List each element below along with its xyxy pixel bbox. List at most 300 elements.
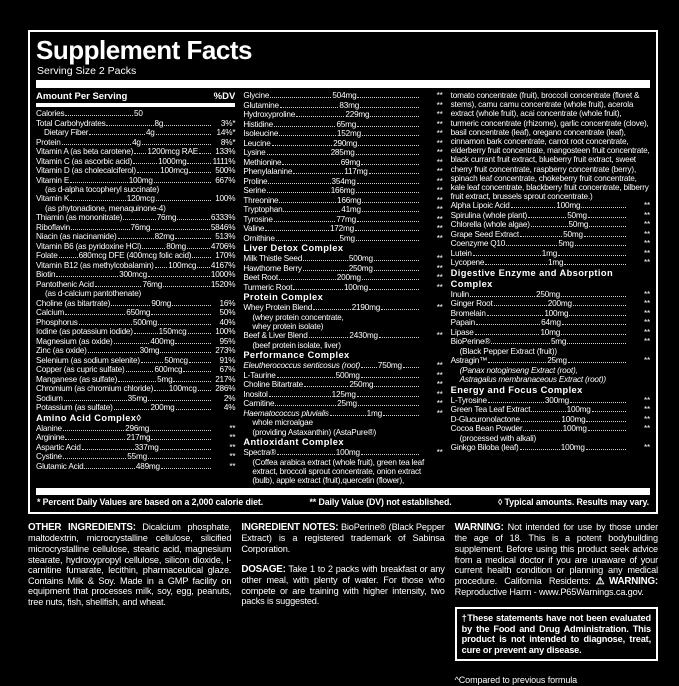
dot-leader — [573, 305, 626, 306]
nutrient-name: Grape Seed Extract — [450, 229, 519, 239]
nutrient-amount: 150mcg — [158, 327, 187, 337]
nutrient-row — [36, 280, 235, 290]
nutrient-amount: 152mg — [336, 129, 361, 138]
ingredient-continuation-paragraph: tomato concentrate (fruit), broccoli concentrate (floret & stems), camu camu concentrate (whole fruit), acerola extract (whole fruit), acai concentrate (whole fruit), turmeric concentrate (rhizome), garlic concentrate (clove), basil concentrate (leaf), oregano concentrate (leaf), cinnamon bark concentrate, carrot root concentrate, elderberry fruit concentrate, mangosteen fruit concentrate, black currant fruit extract, blueberry fruit extract, sweet cherry fruit concentrate, raspberry concentrate (berry), spinach leaf concentrate, chokeberry fruit concentrate, kale leaf concentrate, blackberry fruit concentrate, bilberry fruit extract, brussels sprout concentrate.) — [450, 91, 650, 202]
nutrient-name: Spectra® — [243, 448, 276, 458]
nutrient-name: Glutamine — [243, 100, 279, 110]
dot-leader — [369, 289, 419, 290]
dot-leader — [187, 163, 211, 164]
dot-leader — [187, 248, 210, 249]
nutrient-dv: ** — [229, 423, 236, 433]
dot-leader — [79, 324, 132, 325]
dot-leader — [309, 337, 349, 338]
nutrient-amount: 55mg — [127, 452, 147, 462]
dot-leader — [64, 400, 127, 401]
nutrient-row — [243, 361, 442, 371]
nutrient-row — [243, 448, 442, 458]
nutrient-name: Glycine — [243, 91, 270, 100]
nutrient-dv: 217% — [215, 374, 236, 384]
dot-leader — [531, 411, 565, 412]
nutrient-dv: 14%* — [216, 128, 236, 137]
nutrient-dv: ** — [644, 289, 650, 299]
nutrient-name: Beef & Liver Blend — [243, 331, 308, 341]
nutrient-name: Hydroxyproline — [243, 110, 296, 119]
nutrient-dv: ** — [436, 110, 443, 119]
nutrient-amount: 1mg — [547, 258, 564, 268]
dot-leader — [528, 217, 566, 218]
dot-leader — [520, 449, 560, 450]
nutrient-row — [243, 205, 442, 215]
nutrient-dv: ** — [436, 195, 443, 205]
dot-leader — [569, 315, 626, 316]
nutrient-dv: 91% — [219, 355, 236, 365]
dot-leader — [485, 264, 547, 265]
nutrient-row — [36, 346, 235, 356]
nutrient-dv: ** — [436, 167, 443, 176]
nutrient-name: Spirulina (whole plant) — [450, 210, 528, 220]
nutrient-row — [451, 356, 650, 366]
dot-leader — [82, 449, 134, 450]
dot-leader — [361, 164, 418, 165]
nutrient-name: Niacin (as niacinamide) — [36, 232, 117, 242]
nutrient-amount: 69mg — [340, 157, 361, 167]
nutrient-dv: ** — [436, 389, 443, 399]
supplement-facts-panel — [28, 30, 658, 514]
dot-leader — [561, 296, 626, 297]
other-ingredients-section — [28, 522, 231, 686]
nutrient-dv: 5846% — [210, 222, 236, 232]
nutrient-dv: ** — [644, 220, 650, 230]
nutrient-amount: 200mg — [150, 403, 175, 413]
nutrient-row — [451, 230, 650, 240]
dot-leader — [356, 154, 419, 155]
nutrient-amount: 100mg — [561, 414, 586, 424]
nutrient-name: Arginine — [36, 433, 65, 443]
nutrient-name: L-Taurine — [243, 370, 276, 380]
nutrient-row — [36, 128, 235, 138]
nutrient-name: Histidine — [243, 119, 273, 129]
dot-leader — [270, 97, 331, 98]
dot-leader — [150, 430, 211, 431]
nutrient-dv: ** — [436, 448, 443, 458]
dot-leader — [151, 229, 210, 230]
nutrient-row — [451, 211, 650, 221]
nutrient-row — [243, 380, 442, 390]
nutrient-row — [243, 283, 442, 293]
nutrient-name: Protein — [36, 137, 61, 147]
dot-leader — [473, 255, 541, 256]
nutrient-dv: ** — [436, 361, 443, 371]
nutrient-dv: ** — [436, 214, 443, 224]
dot-leader — [265, 230, 329, 231]
footnote-dv: ** Daily Value (DV) not established. — [309, 496, 452, 507]
dot-leader — [156, 134, 212, 135]
nutrient-amount: 25mg — [337, 399, 357, 409]
nutrient-name: Eleutherococcus senticosus (root) — [243, 361, 361, 371]
dot-leader — [506, 245, 557, 246]
nutrient-dv: ** — [436, 254, 443, 263]
nutrient-dv: 4706% — [210, 241, 236, 251]
nutrient-row — [451, 443, 650, 453]
dosage-text: Take 1 to 2 packs with breakfast or any other meal, with plenty of water. For those who compete or are training with higher intensity, two packs is suggested. — [241, 563, 445, 607]
dot-leader — [118, 381, 156, 382]
nutrient-name: Ginger Root — [450, 299, 493, 309]
nutrient-row — [243, 196, 442, 206]
nutrient-row — [36, 109, 235, 119]
dot-leader — [154, 390, 168, 391]
nutrient-name: Magnesium (as oxide) — [36, 336, 113, 346]
section-header: Performance Complex — [243, 350, 350, 361]
nutrient-name: Vitamin K — [36, 194, 70, 204]
nutrient-amount: 50mg — [568, 220, 589, 230]
dot-leader — [276, 240, 339, 241]
nutrient-dv: ** — [644, 258, 650, 268]
dot-leader — [199, 153, 211, 154]
continuation-note: (beef protein isolate, liver) — [252, 340, 341, 350]
nutrient-row — [451, 290, 650, 300]
nutrient-row — [36, 119, 235, 129]
nutrient-row — [36, 270, 235, 280]
nutrient-dv: ** — [644, 337, 650, 347]
section-header: Amino Acid Complex◊ — [36, 412, 142, 423]
dot-leader — [71, 229, 130, 230]
nutrient-row — [243, 254, 442, 264]
dot-leader — [279, 202, 336, 203]
other-ingredients-text: Dicalcium phosphate, maltodextrin, microcrystalline cellulose, silicified microcrystalline cellulose, stearic acid, magnesium stearate, hydroxypropyl cellulose, silicon dioxide, l-carnitine fumarate, lecithin, pharmaceutical glaze. Contains Milk & Soy. Made in a GMP facility on equipment that processes milk, soy, egg, peanuts, tree nuts, fish, shellfish, and wheat. — [28, 521, 232, 607]
nutrient-row — [36, 147, 235, 157]
nutrient-dv: ** — [436, 263, 443, 273]
dot-leader — [356, 240, 419, 241]
nutrient-dv: ** — [644, 239, 650, 249]
nutrient-row — [243, 148, 442, 158]
nutrient-dv: ** — [436, 380, 443, 390]
nutrient-list-right — [451, 91, 650, 453]
nutrient-dv: ** — [436, 224, 443, 233]
dot-leader — [274, 126, 336, 127]
nutrient-dv: 95% — [219, 336, 236, 346]
nutrient-name: Bromelain — [450, 308, 486, 318]
nutrient-dv: 1000% — [210, 270, 236, 280]
nutrient-amount: 250mg — [535, 289, 561, 299]
nutrient-name: Haematococcus pluvialis — [243, 408, 329, 418]
dot-leader — [267, 192, 330, 193]
nutrient-amount: 50 — [134, 109, 143, 118]
nutrient-row — [36, 232, 235, 242]
dot-leader — [293, 173, 343, 174]
dot-leader — [586, 449, 626, 450]
continuation-note: Astragalus membranaceous Extract (root)) — [459, 375, 606, 385]
ingredient-notes-paragraph — [241, 522, 444, 555]
nutrient-list-middle — [243, 91, 442, 486]
nutrient-amount: 400mg — [150, 336, 175, 346]
nutrient-amount: 10mg — [540, 327, 561, 337]
nutrient-row — [243, 390, 442, 400]
nutrient-row — [243, 186, 442, 196]
dot-leader — [114, 343, 150, 344]
nutrient-name: Coenzyme Q10 — [450, 239, 506, 249]
dot-leader — [88, 352, 139, 353]
nutrient-dv: 67% — [219, 365, 236, 375]
warning-section — [455, 522, 658, 686]
nutrient-name: Sodium — [36, 393, 63, 403]
continuation-note: (processed with alkali) — [459, 433, 537, 443]
dot-leader — [511, 207, 556, 208]
nutrient-dv: ** — [436, 282, 443, 292]
nutrient-name: Beet Root — [243, 273, 278, 282]
amount-per-serving-header — [36, 91, 235, 102]
nutrient-name: Green Tea Leaf Extract — [450, 405, 531, 415]
nutrient-name: Glutamic Acid — [36, 461, 84, 471]
nutrient-name: Lycopene — [450, 258, 485, 268]
dot-leader — [561, 334, 626, 335]
dot-leader — [564, 264, 626, 265]
nutrient-row — [36, 299, 235, 309]
nutrient-amount: 5mg — [157, 374, 173, 384]
nutrient-amount: 200mg — [336, 273, 361, 282]
nutrient-row — [451, 220, 650, 230]
nutrient-name: Calories — [36, 109, 65, 118]
nutrient-amount: 100mg — [128, 175, 153, 185]
dot-leader — [293, 289, 343, 290]
dot-leader — [142, 144, 212, 145]
dot-leader — [160, 449, 212, 450]
ingredient-notes-label: INGREDIENT NOTES: — [241, 521, 339, 533]
nutrient-row — [243, 371, 442, 381]
nutrient-amount: 100mg — [560, 443, 585, 453]
section-header: Energy and Focus Complex — [450, 384, 583, 395]
nutrient-amount: 250mg — [348, 263, 373, 273]
dot-leader — [272, 145, 333, 146]
dot-leader — [357, 183, 419, 184]
nutrient-dv: 170% — [215, 251, 236, 261]
footnote-separator-bar — [36, 488, 650, 495]
nutrient-row — [451, 201, 650, 211]
nutrient-dv: ** — [644, 299, 650, 309]
dot-leader — [141, 362, 163, 363]
section-header: Protein Complex — [243, 292, 324, 302]
nutrient-name: Isoleucine — [243, 129, 279, 138]
nutrient-amount: 5mg — [339, 233, 355, 243]
panel-title: Supplement Facts — [36, 35, 252, 65]
nutrient-amount: 500mg — [335, 370, 360, 380]
nutrient-amount: 76mg — [156, 213, 177, 223]
bottom-sections — [28, 522, 658, 686]
nutrient-row — [451, 424, 650, 434]
other-ingredients-label: OTHER INGREDIENTS: — [28, 521, 136, 533]
nutrient-name: Alpha Lipoic Acid — [450, 201, 510, 211]
dot-leader — [383, 415, 419, 416]
continuation-note: (Panax notoginseng Extract (root), — [459, 365, 578, 375]
dot-leader — [158, 324, 211, 325]
dot-leader — [357, 126, 419, 127]
nutrient-amount: 172mg — [329, 224, 354, 233]
nutrient-name: Vitamin E — [36, 175, 70, 185]
dot-leader — [558, 255, 626, 256]
dot-leader — [111, 305, 150, 306]
nutrient-amount: 76mg — [142, 279, 163, 289]
notes-dosage-section — [241, 522, 444, 686]
nutrient-amount: 750mg — [377, 361, 402, 371]
nutrient-name: Serine — [243, 186, 266, 195]
nutrient-amount: 90mg — [151, 298, 172, 308]
nutrient-amount: 300mcg — [119, 270, 148, 280]
continuation-note: (whey protein concentrate, — [252, 312, 344, 322]
nutrient-amount: 166mg — [330, 186, 355, 195]
nutrient-dv: 513% — [215, 232, 236, 242]
nutrient-row — [36, 194, 235, 204]
dot-leader — [118, 238, 154, 239]
dot-leader — [142, 248, 165, 249]
dot-leader — [361, 454, 419, 455]
dot-leader — [106, 125, 153, 126]
nutrient-name: Vitamin C (as ascorbic acid) — [36, 156, 133, 166]
section-header: Antioxidant Complex — [243, 437, 344, 448]
nutrient-row — [243, 177, 442, 187]
dot-leader — [176, 409, 212, 410]
nutrient-name: Thiamin (as mononitrate) — [36, 213, 123, 223]
nutrient-name: Valine — [243, 224, 265, 233]
warning-label: WARNING: — [454, 521, 504, 533]
nutrient-dv: ** — [436, 176, 443, 186]
nutrient-dv: ** — [229, 442, 236, 452]
nutrient-amount: 8g — [154, 118, 164, 128]
nutrient-list-left — [36, 109, 235, 471]
nutrient-amount: 41mg — [341, 205, 361, 214]
nutrient-row — [451, 337, 650, 347]
nutrient-row — [36, 403, 235, 413]
nutrient-name: Iodine (as potassium iodide) — [36, 327, 133, 337]
nutrient-amount: 35mg — [127, 393, 148, 403]
nutrient-amount: 200mg — [547, 299, 572, 309]
nutrient-dv: ** — [436, 186, 443, 195]
dot-leader — [567, 343, 626, 344]
nutrient-amount: 229mg — [345, 110, 370, 119]
dot-leader — [134, 333, 158, 334]
nutrient-dv: ** — [436, 91, 443, 100]
nutrient-amount: 100mcg — [168, 260, 197, 270]
nutrient-amount: 100mg — [343, 282, 368, 292]
nutrient-dv: 100% — [215, 327, 236, 337]
nutrient-amount: 1200mcg RAE — [147, 147, 199, 156]
nutrient-row — [243, 234, 442, 244]
nutrient-dv: ** — [436, 157, 443, 167]
nutrient-dv: ** — [436, 408, 443, 418]
nutrient-name: Ginkgo Biloba (leaf) — [450, 443, 519, 453]
dot-leader — [137, 172, 159, 173]
nutrient-dv: ** — [644, 327, 650, 337]
nutrient-row — [451, 318, 650, 328]
nutrient-dv: ** — [644, 414, 650, 424]
nutrient-row — [36, 251, 235, 261]
dot-leader — [362, 202, 419, 203]
nutrient-dv: ** — [436, 370, 443, 380]
nutrient-row — [243, 110, 442, 120]
nutrient-row — [36, 365, 235, 375]
nutrient-dv: 16% — [219, 298, 236, 308]
footnote-calorie: * Percent Daily Values are based on a 2,000 calorie diet. — [37, 496, 264, 507]
nutrient-name: Biotin — [36, 270, 56, 280]
dot-leader — [379, 337, 419, 338]
dot-leader — [172, 305, 211, 306]
nutrient-name: Inositol — [243, 389, 268, 399]
nutrient-amount: 500mg — [133, 317, 158, 327]
nutrient-name: Folate — [36, 251, 58, 261]
nutrient-row — [36, 261, 235, 271]
dot-leader — [282, 164, 339, 165]
nutrient-row — [451, 299, 650, 309]
nutrient-row — [243, 224, 442, 234]
dot-leader — [70, 200, 126, 201]
nutrient-row — [243, 303, 442, 313]
dot-leader — [70, 182, 128, 183]
nutrient-name: Selenium (as sodium selenite) — [36, 355, 140, 365]
nutrient-name: Carnitine — [243, 399, 275, 409]
nutrient-name: Cocoa Bean Powder — [450, 424, 523, 434]
dot-leader — [95, 286, 142, 287]
nutrient-name: Proline — [243, 176, 268, 186]
dot-leader — [65, 439, 125, 440]
nutrient-name: Zinc (as oxide) — [36, 346, 87, 356]
nutrient-name: Vitamin B12 (as methylcobalamin) — [36, 260, 154, 270]
dot-leader — [126, 371, 154, 372]
dot-leader — [84, 468, 134, 469]
nutrient-amount: 1000mg — [158, 156, 187, 166]
nutrient-row — [243, 399, 442, 409]
nutrient-name: BioPerine® — [450, 337, 491, 347]
dot-leader — [357, 221, 419, 222]
dot-leader — [62, 144, 132, 145]
dot-leader — [63, 458, 126, 459]
nutrient-row — [243, 91, 442, 101]
dot-leader — [156, 200, 212, 201]
dot-leader — [357, 396, 419, 397]
nutrient-amount: 50mg — [567, 210, 587, 220]
column-middle — [243, 91, 442, 486]
dot-leader — [357, 97, 418, 98]
nutrient-name: Hawthorne Berry — [243, 263, 302, 273]
dot-leader — [575, 245, 626, 246]
nutrient-amount: 100mg — [335, 448, 360, 458]
nutrient-row — [451, 309, 650, 319]
continuation-note: (Black Pepper Extract (fruit)) — [459, 346, 557, 356]
nutrient-name: Choline Bitartrate — [243, 380, 303, 390]
nutrient-dv: ** — [644, 405, 650, 415]
nutrient-dv: ** — [436, 399, 443, 409]
dot-leader — [134, 153, 146, 154]
nutrient-name: Potassium (as sulfate) — [36, 403, 113, 413]
nutrient-name: Turmeric Root — [243, 282, 293, 292]
nutrient-row — [36, 462, 235, 472]
dot-leader — [581, 207, 626, 208]
section-header: Digestive Enzyme and Absorption Complex — [450, 267, 614, 289]
nutrient-name: Astragin™ — [450, 356, 488, 366]
dot-leader — [133, 163, 157, 164]
dot-leader — [562, 324, 626, 325]
nutrient-dv: ** — [644, 356, 650, 366]
nutrient-row — [36, 443, 235, 453]
nutrient-row — [36, 356, 235, 366]
dot-leader — [175, 343, 211, 344]
nutrient-dv: ** — [436, 205, 443, 214]
nutrient-dv: ** — [436, 331, 443, 341]
dot-leader — [588, 430, 626, 431]
nutrient-row — [243, 129, 442, 139]
nutrient-amount: 120mcg — [126, 194, 155, 204]
nutrient-amount: 250mg — [349, 380, 374, 390]
dot-leader — [173, 381, 211, 382]
nutrient-amount: 166mg — [337, 195, 362, 205]
dot-leader — [198, 390, 212, 391]
